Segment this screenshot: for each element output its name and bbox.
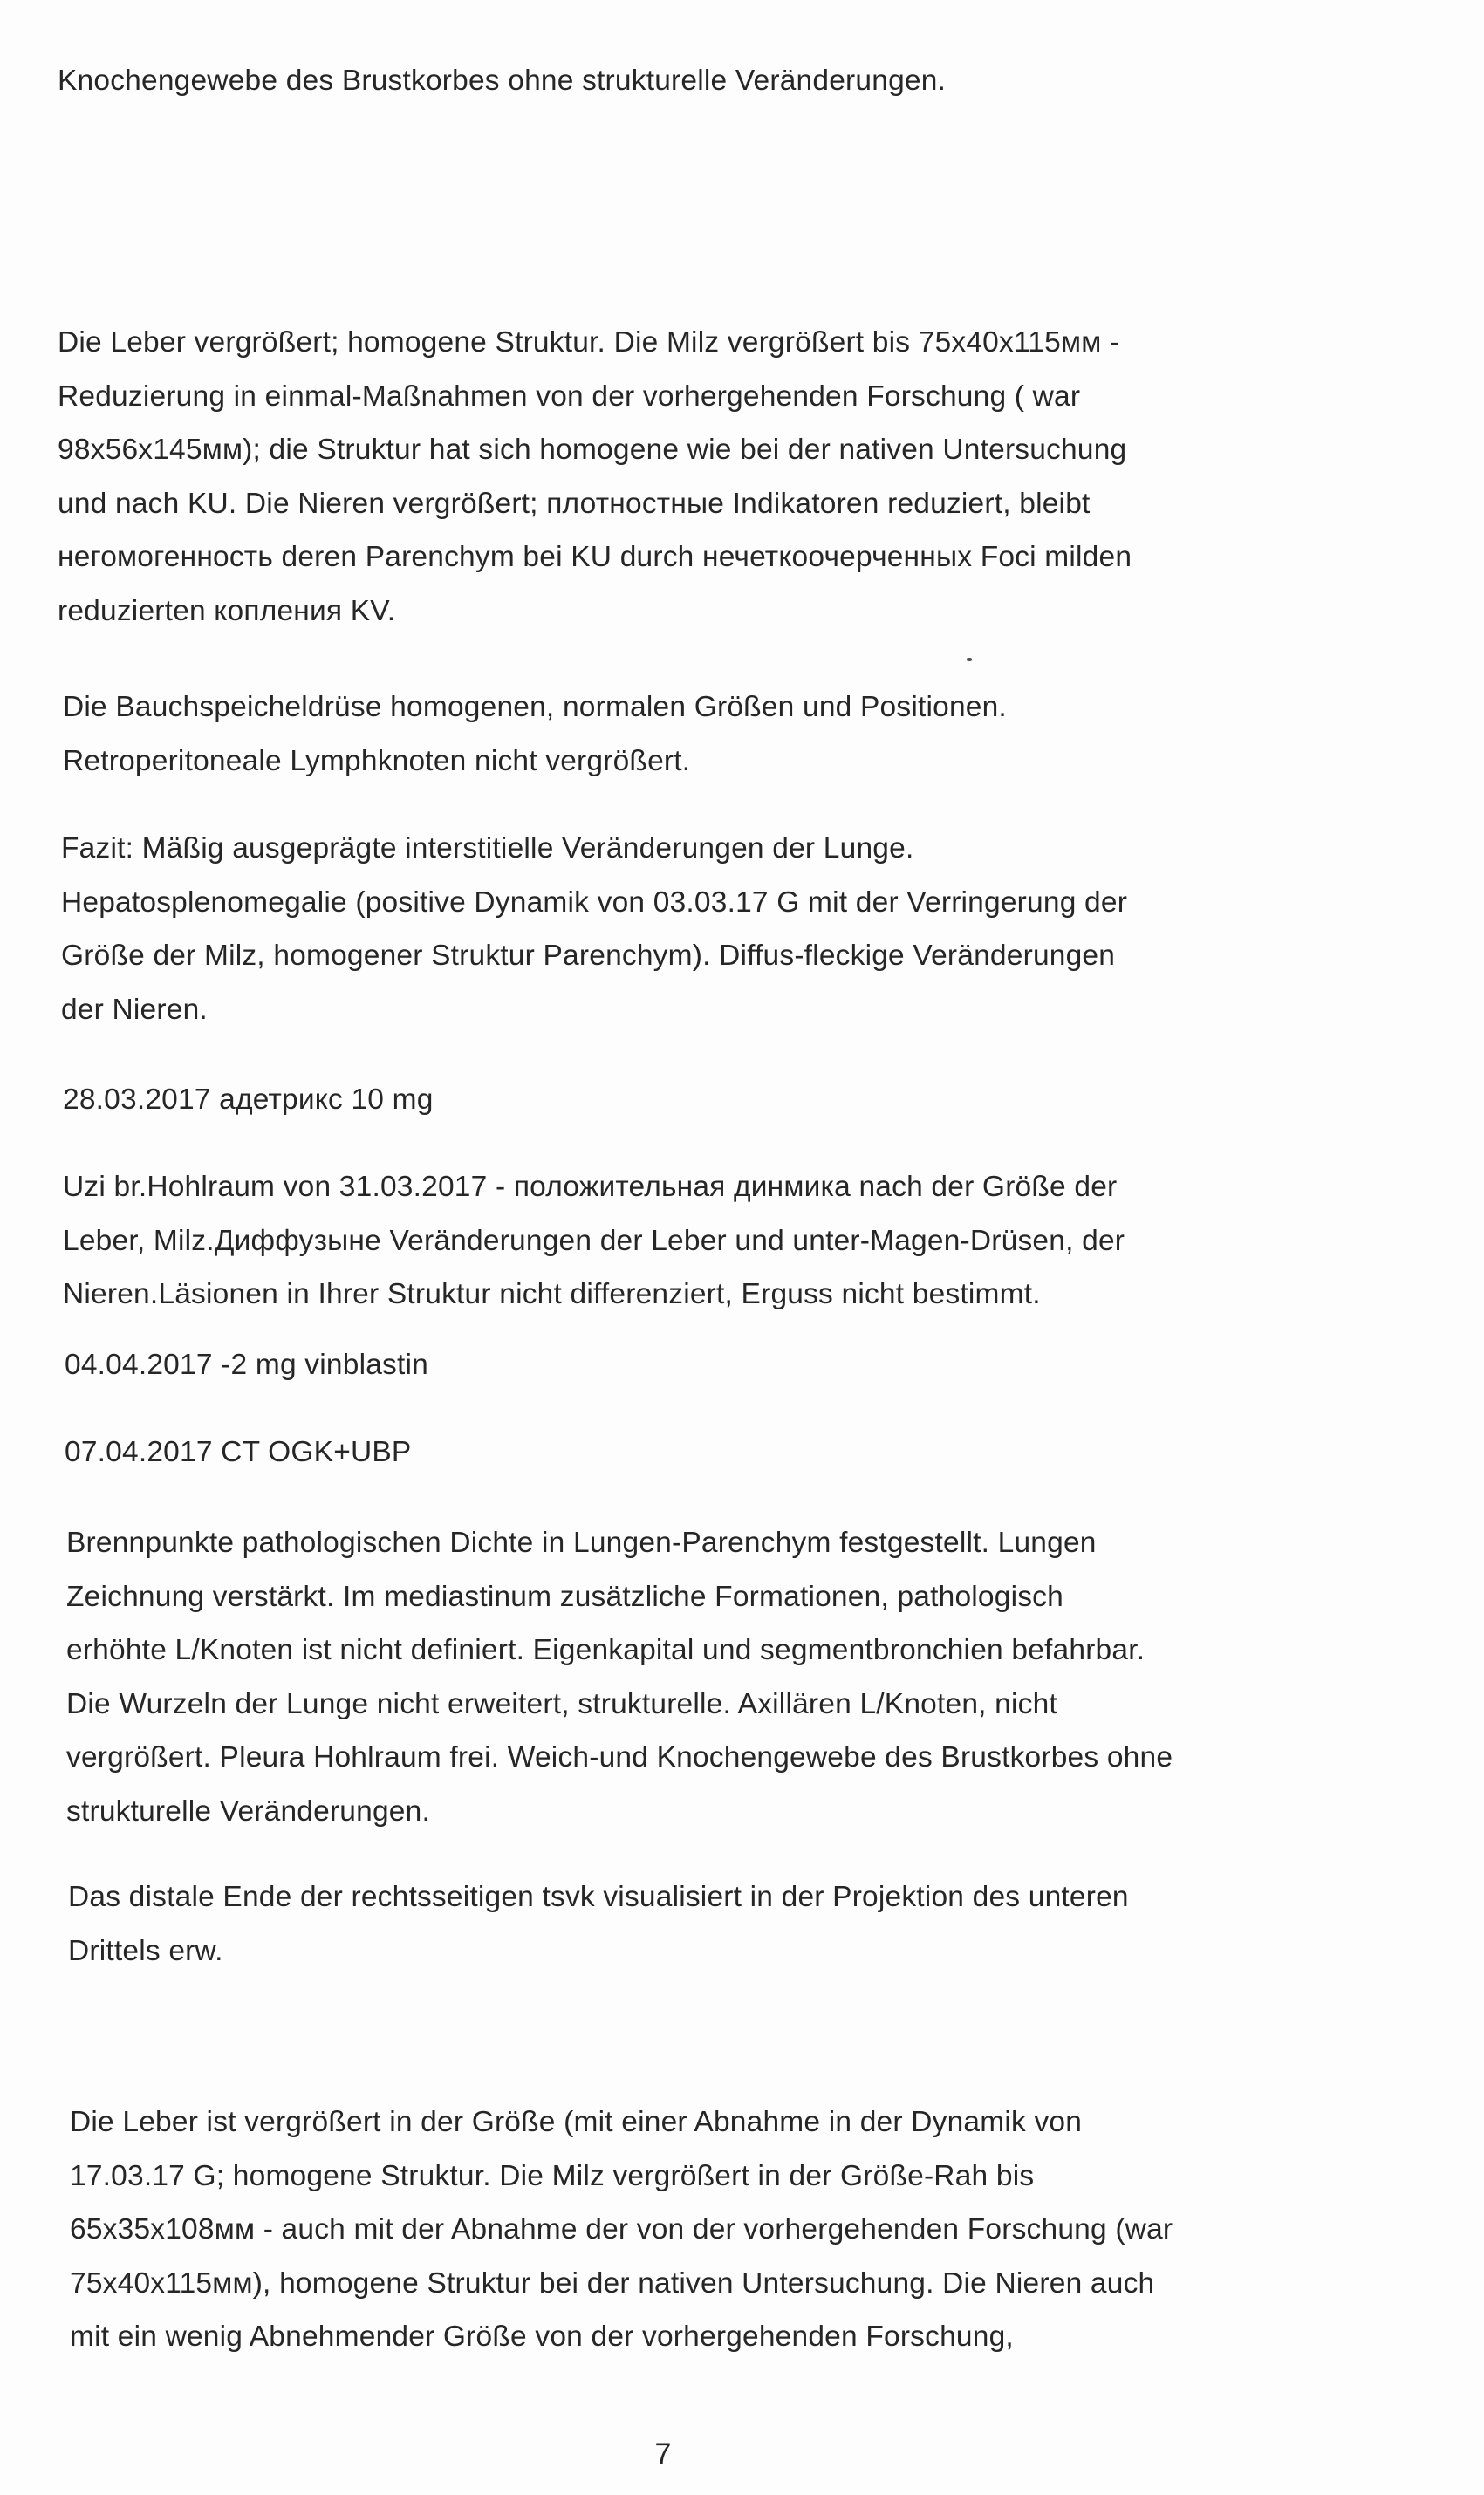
paragraph-pancreas <box>63 680 1424 788</box>
paragraph-adetrix-entry <box>63 1073 1424 1127</box>
text-line: Die Leber ist vergrößert in der Größe (mit einer Abnahme in der Dynamik von <box>70 2106 1083 2138</box>
text-line: Retroperitoneale Lymphknoten nicht vergrößert. <box>63 744 691 777</box>
text-line: Die Bauchspeicheldrüse homogenen, normalen Größen und Positionen. <box>63 691 1007 723</box>
paragraph-liver-spleen-followup <box>70 2095 1431 2364</box>
paragraph-chest-bones <box>58 54 1419 108</box>
text-line: 04.04.2017 -2 mg vinblastin <box>65 1349 428 1381</box>
paragraph-ct-entry <box>65 1425 1426 1480</box>
text-line: Brennpunkte pathologischen Dichte in Lungen-Parenchym festgestellt. Lungen <box>66 1527 1097 1559</box>
text-line: 07.04.2017 CT OGK+UBP <box>65 1436 412 1468</box>
paragraph-distal-end <box>68 1870 1429 1978</box>
text-line: Zeichnung verstärkt. Im mediastinum zusätzliche Formationen, pathologisch <box>66 1580 1063 1613</box>
text-line: erhöhte L/Knoten ist nicht definiert. Eigenkapital und segmentbronchien befahrbar. <box>66 1634 1145 1666</box>
scan-speck <box>967 658 972 661</box>
text-line: 65x35x108мм - auch mit der Abnahme der von der vorhergehenden Forschung (war <box>70 2213 1173 2246</box>
text-line: Größe der Milz, homogener Struktur Parenchym). Diffus-fleckige Veränderungen <box>61 940 1116 972</box>
page-number: 7 <box>654 2437 672 2471</box>
text-line: 28.03.2017 адетрикс 10 mg <box>63 1083 434 1116</box>
text-line: und nach KU. Die Nieren vergrößert; плотностные Indikatoren reduziert, bleibt <box>58 487 1091 520</box>
text-line: Die Leber vergrößert; homogene Struktur. Die Milz vergrößert bis 75x40x115мм - <box>58 326 1120 359</box>
text-line: 75x40x115мм), homogene Struktur bei der nativen Untersuchung. Die Nieren auch <box>70 2266 1155 2300</box>
text-line: Drittels erw. <box>68 1934 223 1967</box>
text-line: Hepatosplenomegalie (positive Dynamik von 03.03.17 G mit der Verringerung der <box>61 885 1128 919</box>
text-line: Knochengewebe des Brustkorbes ohne strukturelle Veränderungen. <box>58 65 947 97</box>
text-line: mit ein wenig Abnehmender Größe von der vorhergehenden Forschung, <box>70 2321 1014 2353</box>
text-line: Leber, Milz.Диффузыне Veränderungen der Leber und unter-Magen-Drüsen, der <box>63 1224 1125 1257</box>
paragraph-vinblastin-entry <box>65 1338 1426 1392</box>
paragraph-ct-findings <box>66 1516 1427 1838</box>
text-line: Das distale Ende der rechtsseitigen tsvk visualisiert in der Projektion des unteren <box>68 1881 1129 1913</box>
text-line: Nieren.Läsionen in Ihrer Struktur nicht differenziert, Erguss nicht bestimmt. <box>63 1278 1041 1310</box>
text-line: Die Wurzeln der Lunge nicht erweitert, strukturelle. Axillären L/Knoten, nicht <box>66 1687 1057 1720</box>
text-line: негомогенность deren Parenchym bei KU durch нечеткоочерченных Foci milden <box>58 541 1132 573</box>
paragraph-liver-spleen-kidneys <box>58 316 1419 638</box>
text-line: strukturelle Veränderungen. <box>66 1794 430 1828</box>
text-line: Reduzierung in einmal-Maßnahmen von der vorhergehenden Forschung ( war <box>58 379 1081 413</box>
text-line: Uzi br.Hohlraum von 31.03.2017 - положительная динмика nach der Größe der <box>63 1171 1118 1203</box>
text-line: 98x56x145мм); die Struktur hat sich homogene wie bei der nativen Untersuchung <box>58 434 1127 466</box>
text-line: vergrößert. Pleura Hohlraum frei. Weich-und Knochengewebe des Brustkorbes ohne <box>66 1741 1173 1774</box>
paragraph-ultrasound <box>63 1160 1424 1322</box>
text-line: Fazit: Mäßig ausgeprägte interstitielle Veränderungen der Lunge. <box>61 832 914 865</box>
text-line: 17.03.17 G; homogene Struktur. Die Milz vergrößert in der Größe-Rah bis <box>70 2159 1035 2192</box>
text-line: der Nieren. <box>61 993 208 1026</box>
paragraph-conclusion <box>61 822 1422 1036</box>
text-line: reduzierten копления KV. <box>58 594 396 627</box>
